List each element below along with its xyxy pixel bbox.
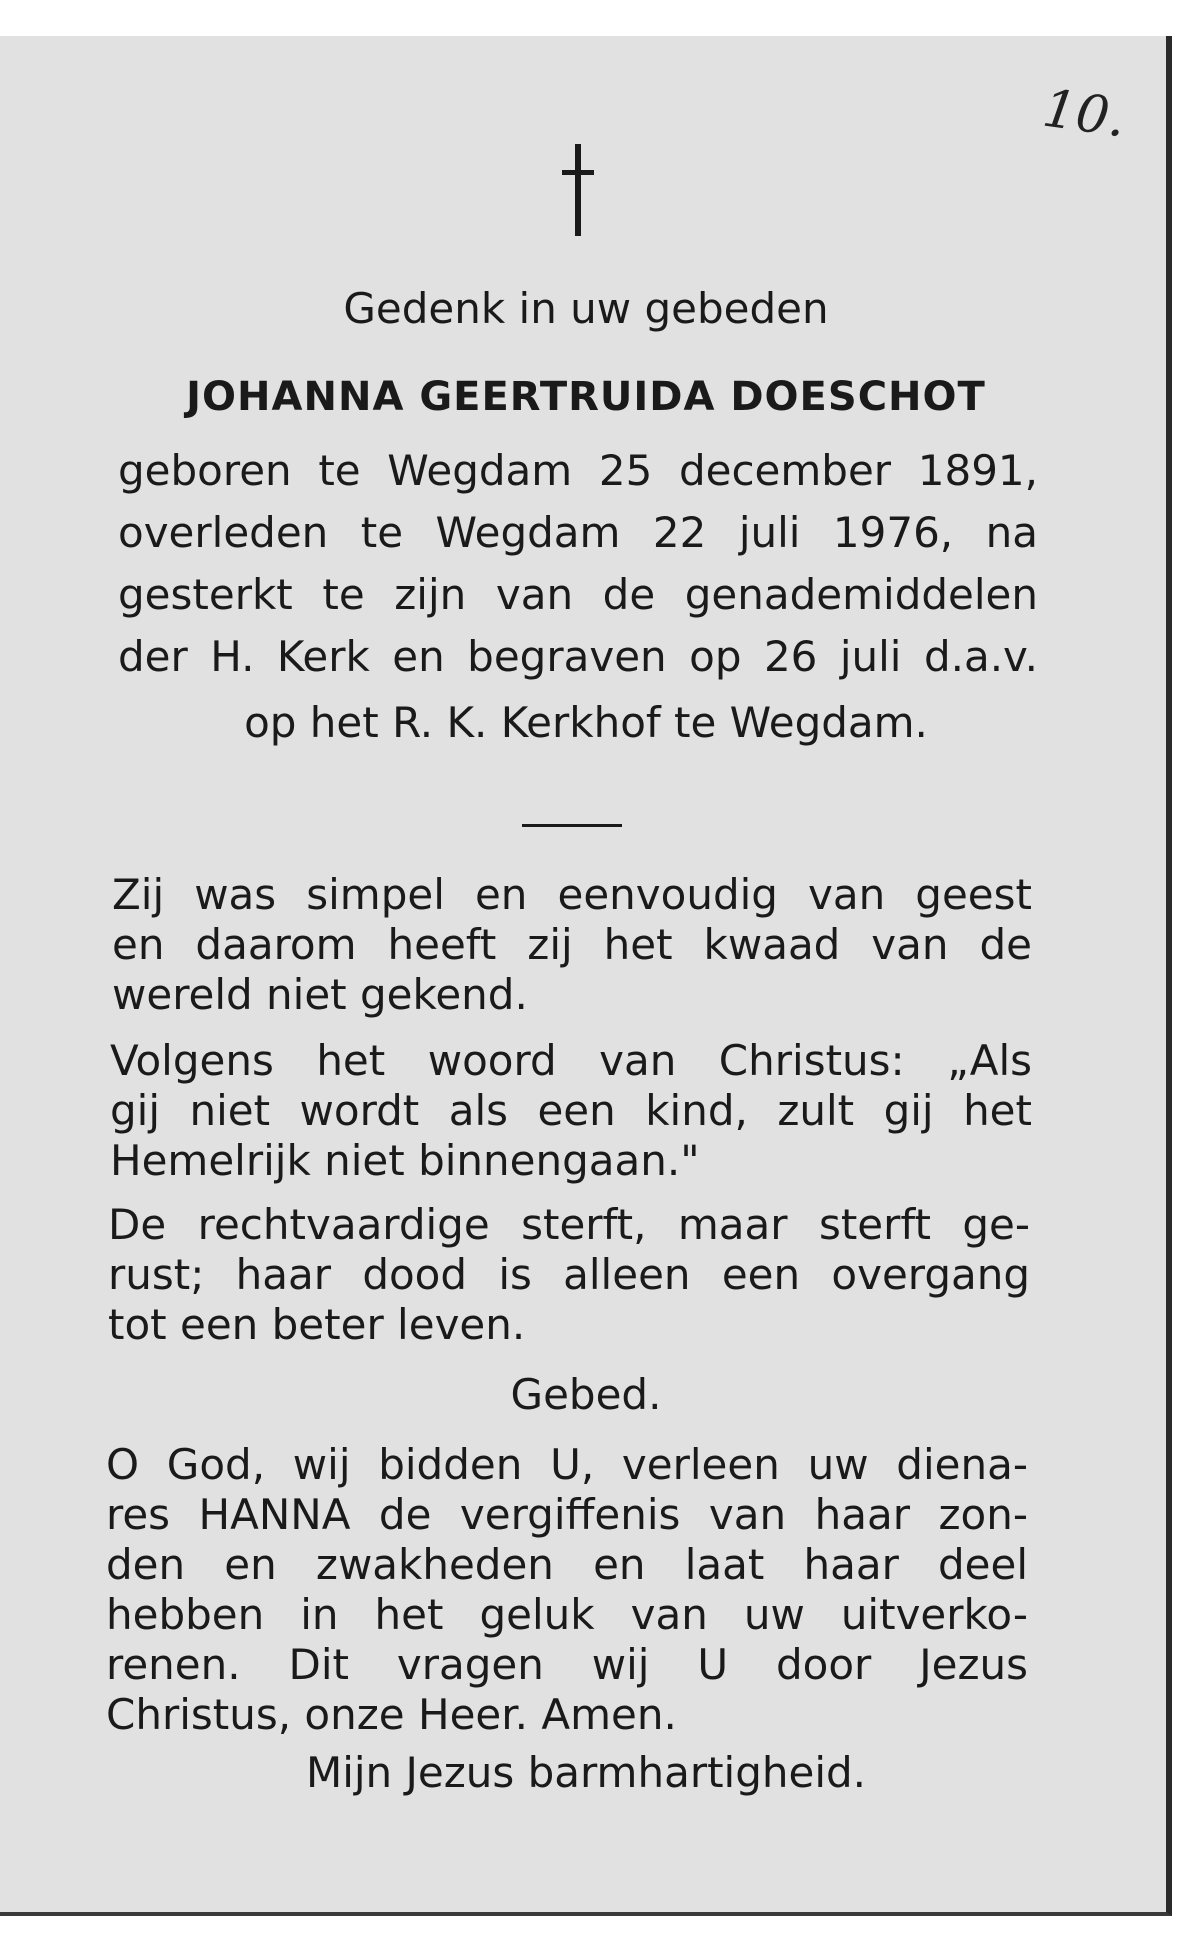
memorial-card: [0, 36, 1172, 1916]
biography-line: geboren te Wegdam 25 december 1891,: [118, 446, 1038, 495]
prayer-line: O God, wij bidden U, verleen uw diena-: [106, 1440, 1028, 1489]
paragraph-1: [112, 870, 1032, 1020]
biography-line: gesterkt te zijn van de genademiddelen: [118, 570, 1038, 619]
closing-line: Mijn Jezus barmhartigheid.: [305, 1748, 867, 1797]
biography-line-last: op het R. K. Kerkhof te Wegdam.: [244, 698, 928, 747]
biography-line: der H. Kerk en begraven op 26 juli d.a.v.: [118, 632, 1038, 681]
paragraph-line: en daarom heeft zij het kwaad van de: [112, 920, 1032, 969]
prayer-title: Gebed.: [510, 1370, 662, 1419]
cross-icon: [558, 136, 598, 246]
paragraph-line: tot een beter leven.: [108, 1300, 526, 1349]
paragraph-line: wereld niet gekend.: [112, 970, 528, 1019]
handwritten-page-number: 10.: [1039, 78, 1130, 150]
prayer-block: [106, 1440, 1028, 1740]
heading: Gedenk in uw gebeden: [343, 284, 829, 333]
prayer-line: res HANNA de vergiffenis van haar zon-: [106, 1490, 1028, 1539]
prayer-line: den en zwakheden en laat haar deel: [106, 1540, 1028, 1589]
paragraph-3: [108, 1200, 1030, 1350]
divider: [522, 824, 622, 827]
paragraph-line: rust; haar dood is alleen een overgang: [108, 1250, 1030, 1299]
prayer-line: hebben in het geluk van uw uitverko-: [106, 1590, 1028, 1639]
paragraph-line: gij niet wordt als een kind, zult gij het: [110, 1086, 1032, 1135]
paragraph-line: De rechtvaardige sterft, maar sterft ge-: [108, 1200, 1030, 1249]
prayer-line: renen. Dit vragen wij U door Jezus: [106, 1640, 1028, 1689]
paragraph-line: Hemelrijk niet binnengaan.": [110, 1136, 700, 1185]
prayer-line: Christus, onze Heer. Amen.: [106, 1690, 677, 1739]
deceased-name: JOHANNA GEERTRUIDA DOESCHOT: [186, 374, 986, 420]
biography-block: [118, 446, 1038, 682]
paragraph-line: Zij was simpel en eenvoudig van geest: [112, 870, 1032, 919]
biography-line: overleden te Wegdam 22 juli 1976, na: [118, 508, 1038, 557]
paragraph-2: [110, 1036, 1032, 1186]
paragraph-line: Volgens het woord van Christus: „Als: [110, 1036, 1032, 1085]
